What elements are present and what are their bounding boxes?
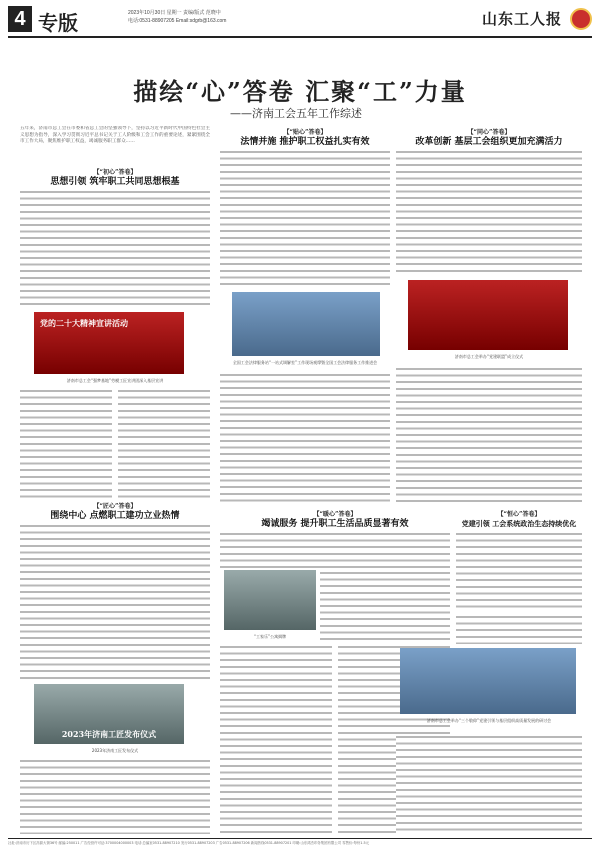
section-tag: 【“匠心”答卷】 [93, 503, 137, 510]
section-title: 法情并施 推护职工权益扎实有效 [240, 136, 370, 147]
photo-banner-text: 2023年济南工匠发布仪式 [61, 729, 157, 739]
newspaper-logo-icon [570, 8, 592, 30]
article-body-text [220, 531, 450, 568]
article-body-column [220, 372, 390, 506]
section-tongxin [396, 126, 582, 276]
header-contact: 电话:0531-88907205 Email:sdgrb@163.com [128, 18, 227, 24]
article-body-column [396, 734, 582, 834]
section-title: 党建引领 工会系统政治生态持续优化 [461, 518, 577, 528]
photo-caption: 济南市总工会举办“三个敬仰”党建引领与基层组织高质量发展的研讨会 [426, 718, 552, 723]
section-tiexin [220, 126, 390, 286]
article-body-text [20, 758, 210, 834]
section-tag: 【“同心”答卷】 [467, 129, 511, 136]
photo-caption: “工家乐”公寓揭牌 [253, 634, 287, 639]
article-body-text [456, 614, 582, 644]
photo-caption: 全国工会法律服务站“一站式调解室”工作现场观摩暨全国工会法律服务工作推进会 [232, 360, 378, 365]
photo-legal-service [232, 292, 380, 356]
photo-party-seminar [400, 648, 576, 714]
page-header [8, 6, 592, 34]
section-tag: 【“暖心”答卷】 [313, 511, 357, 518]
intro-paragraph [20, 126, 210, 162]
subheadline: ——济南工会五年工作综述 [230, 107, 362, 120]
page-footer: 社址:济南市历下区泺源大街36号 邮编:250011 广告经营许可证:3700004000003 电话:总编室0531-88907210 发行0531-88907203 广告0531-88907206 新闻热线0531-88907201 印刷:山东鸿杰印务集团有限公司 零售价:每份1.5元 [8, 838, 592, 845]
section-jiangxin [20, 500, 210, 680]
page-number: 4 [8, 6, 32, 32]
header-date-editor: 2023年10月30日 星期一 责编/版式 范晓中 [128, 10, 221, 16]
photo-caption: 2023年济南工匠发布仪式 [91, 748, 139, 753]
article-body-column [20, 388, 112, 498]
article-body-column [20, 758, 210, 834]
article-body-text [396, 734, 582, 834]
header-rule [8, 36, 592, 38]
article-body-text [20, 388, 112, 498]
header-meta [128, 9, 226, 25]
masthead: 山东工人报 [481, 10, 562, 28]
article-body-text [20, 189, 210, 308]
photo-banner-text: 党的二十大精神宣讲活动 [40, 318, 128, 328]
section-tag: 【“贴心”答卷】 [283, 129, 327, 136]
intro-text: 五年来，济南市总工会在市委和省总工会的坚强领导下，坚持以习近平新时代中国特色社会主义思想为指导，深入学习贯彻习近平总书记关于工人阶级和工会工作的重要论述，紧紧围绕全市工作大局，聚焦维护职工权益，竭诚服务职工群众…… [20, 126, 210, 145]
section-nuanxin [220, 508, 450, 568]
section-title: 改革创新 基层工会组织更加充满活力 [415, 136, 563, 147]
section-tag: 【“恒心”答卷】 [497, 511, 541, 518]
section-title: 围绕中心 点燃职工建功立业热情 [50, 510, 180, 521]
section-tag: 【“初心”答卷】 [93, 169, 137, 176]
article-body-text [20, 523, 210, 680]
article-body-column [396, 366, 582, 506]
section-title: 竭诚服务 提升职工生活品质显著有效 [261, 518, 409, 529]
headline: 描绘“心”答卷 汇聚“工”力量 [133, 77, 467, 106]
article-body-text [118, 388, 210, 498]
section-hengxin [456, 508, 582, 612]
article-body-column [118, 388, 210, 498]
article-body-text [396, 149, 582, 276]
article-body-column [320, 570, 450, 640]
photo-lecture [34, 312, 184, 374]
photo-craftsman-release [34, 684, 184, 744]
article-body-column [456, 614, 582, 644]
article-body-text [320, 570, 450, 640]
photo-caption: 济南市总工会“强梦基地”劳模工匠宣讲团深入基层宣讲 [66, 378, 164, 383]
article-body-text [396, 366, 582, 506]
article-body-text [456, 531, 582, 612]
section-title: 思想引领 筑牢职工共同思想根基 [50, 176, 180, 187]
photo-party-alliance [408, 280, 568, 350]
article-body-text [220, 149, 390, 286]
photo-caption: 济南市总工会举办“党建联盟”成立仪式 [454, 354, 524, 359]
article-body-column [220, 644, 332, 834]
section-chuxin [20, 166, 210, 308]
section-name: 专版 [38, 13, 78, 35]
article-body-text [220, 644, 332, 834]
article-body-text [220, 372, 390, 506]
photo-worker-apartment [224, 570, 316, 630]
